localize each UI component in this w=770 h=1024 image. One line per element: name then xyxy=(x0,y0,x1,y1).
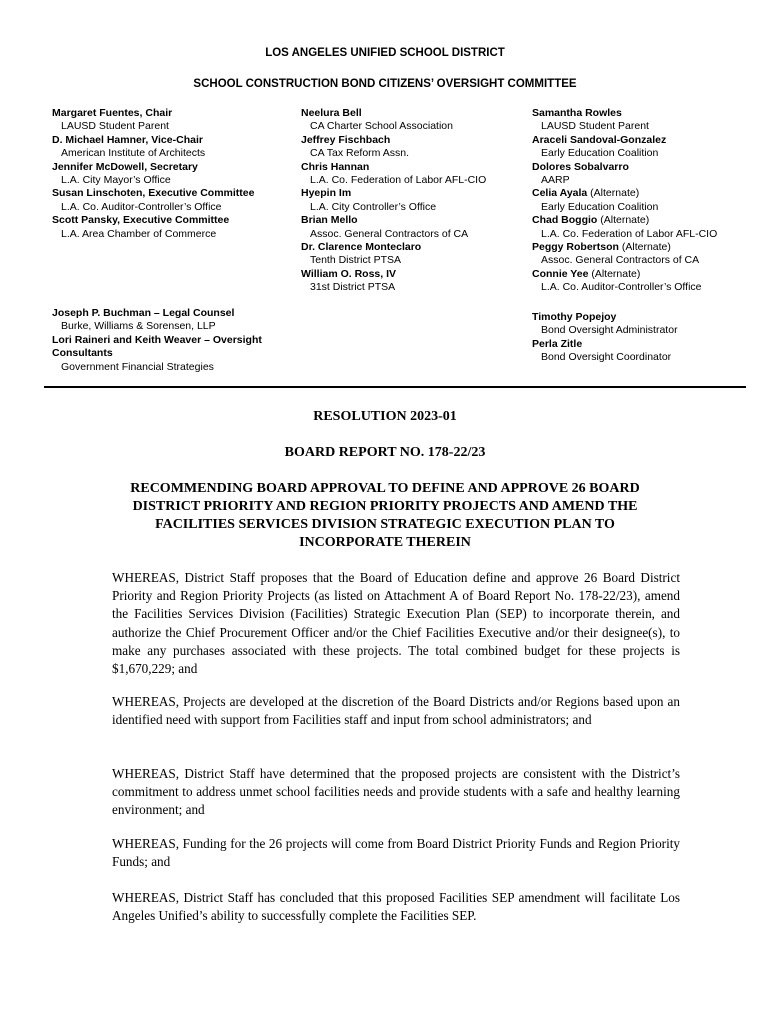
member-entry xyxy=(301,268,526,295)
member-name: Connie Yee xyxy=(532,267,589,280)
member-name: D. Michael Hamner, Vice-Chair xyxy=(52,133,203,146)
staff-name: Lori Raineri and Keith Weaver – Oversight Consultants xyxy=(52,333,262,360)
member-entry xyxy=(301,161,526,188)
member-affiliation: AARP xyxy=(541,174,570,187)
member-entry xyxy=(532,241,764,268)
member-affiliation: Early Education Coalition xyxy=(541,147,659,160)
staff-column-right xyxy=(532,311,764,365)
member-entry xyxy=(532,107,764,134)
staff-affiliation: Burke, Williams & Sorensen, LLP xyxy=(61,320,216,333)
member-name: Neelura Bell xyxy=(301,107,362,119)
member-entry xyxy=(532,161,764,188)
member-name: William O. Ross, IV xyxy=(301,267,397,280)
staff-affiliation: Bond Oversight Administrator xyxy=(541,324,678,337)
member-entry xyxy=(532,214,764,241)
member-affiliation: L.A. Co. Auditor-Controller’s Office xyxy=(61,200,222,213)
whereas-paragraph: WHEREAS, District Staff have determined that the proposed projects are consistent with the District’s commitment to address unmet school facilities needs and provide students with a safe and healthy learning environment; and xyxy=(112,766,680,818)
member-affiliation: L.A. City Mayor’s Office xyxy=(61,174,171,187)
member-name: Jeffrey Fischbach xyxy=(301,133,391,146)
member-name: Jennifer McDowell, Secretary xyxy=(52,160,198,173)
member-name: Celia Ayala xyxy=(532,187,588,200)
member-affiliation: L.A. Co. Federation of Labor AFL-CIO xyxy=(541,227,718,240)
staff-entry xyxy=(532,311,764,338)
member-name: Susan Linschoten, Executive Committee xyxy=(52,187,255,200)
staff-entry xyxy=(52,307,292,334)
board-report-number: BOARD REPORT NO. 178-22/23 xyxy=(284,445,486,460)
member-affiliation: LAUSD Student Parent xyxy=(541,120,649,133)
member-affiliation: L.A. City Controller’s Office xyxy=(310,200,437,213)
member-affiliation: Tenth District PTSA xyxy=(310,254,402,267)
alternate-label: (Alternate) xyxy=(597,214,650,227)
whereas-paragraph: WHEREAS, District Staff has concluded that this proposed Facilities SEP amendment will facilitate Los Angeles Unified’s ability to successfully complete the Facilities SEP. xyxy=(112,890,680,924)
staff-affiliation: Bond Oversight Coordinator xyxy=(541,351,672,364)
member-name: Samantha Rowles xyxy=(532,107,622,119)
member-name: Dr. Clarence Monteclaro xyxy=(301,241,422,254)
staff-column-left xyxy=(52,307,292,374)
member-entry xyxy=(52,187,292,214)
member-name: Margaret Fuentes, Chair xyxy=(52,107,173,119)
member-affiliation: Assoc. General Contractors of CA xyxy=(310,227,469,240)
member-entry xyxy=(52,107,292,134)
member-affiliation: American Institute of Architects xyxy=(61,147,206,160)
member-affiliation: L.A. Area Chamber of Commerce xyxy=(61,227,217,240)
member-entry xyxy=(52,214,292,241)
district-title: LOS ANGELES UNIFIED SCHOOL DISTRICT xyxy=(265,47,505,59)
member-affiliation: Early Education Coalition xyxy=(541,200,659,213)
member-name: Chris Hannan xyxy=(301,160,370,173)
staff-name: Timothy Popejoy xyxy=(532,311,617,323)
resolution-title: RECOMMENDING BOARD APPROVAL TO DEFINE AND APPROVE 26 BOARD DISTRICT PRIORITY AND REGION PRIORITY PROJECTS AND AMEND THE FACILITIES SERVICES DIVISION STRATEGIC EXECUTION PLAN TO INCORPORATE THEREIN xyxy=(130,481,640,550)
member-entry xyxy=(532,268,764,295)
members-column-2 xyxy=(301,107,526,295)
member-affiliation: CA Tax Reform Assn. xyxy=(310,147,410,160)
member-name: Chad Boggio xyxy=(532,214,598,227)
member-affiliation: CA Charter School Association xyxy=(310,120,453,133)
member-entry xyxy=(52,134,292,161)
staff-name: Joseph P. Buchman – Legal Counsel xyxy=(52,307,235,319)
member-affiliation: Assoc. General Contractors of CA xyxy=(541,254,700,267)
member-entry xyxy=(52,161,292,188)
resolution-number: RESOLUTION 2023-01 xyxy=(313,409,457,424)
alternate-label: (Alternate) xyxy=(618,241,671,254)
committee-title: SCHOOL CONSTRUCTION BOND CITIZENS’ OVERSIGHT COMMITTEE xyxy=(193,78,577,90)
member-name: Brian Mello xyxy=(301,214,358,227)
member-entry xyxy=(532,187,764,214)
member-entry xyxy=(301,241,526,268)
whereas-paragraph: WHEREAS, District Staff proposes that the Board of Education define and approve 26 Board District Priority and Region Priority Projects (as listed on Attachment A of Board Report No. 178-22/23), amend the Facilities Services Division (Facilities) Strategic Execution Plan (SEP) to incorporate therein, and authorize the Chief Procurement Officer and/or the Chief Facilities Executive and/or their designee(s), to make any purchases associated with these projects. The total combined budget for these projects is $1,670,229; and xyxy=(112,570,680,677)
member-entry xyxy=(301,134,526,161)
whereas-paragraph: WHEREAS, Funding for the 26 projects will come from Board District Priority Funds and Region Priority Funds; and xyxy=(112,836,680,870)
member-affiliation: L.A. Co. Auditor-Controller’s Office xyxy=(541,281,702,294)
member-name: Dolores Sobalvarro xyxy=(532,160,629,173)
members-column-3 xyxy=(532,107,764,295)
alternate-label: (Alternate) xyxy=(587,187,640,200)
member-affiliation: 31st District PTSA xyxy=(310,281,396,294)
member-name: Scott Pansky, Executive Committee xyxy=(52,214,230,227)
staff-entry xyxy=(532,338,764,365)
staff-affiliation: Government Financial Strategies xyxy=(61,360,214,373)
staff-entry xyxy=(52,334,292,374)
member-name: Hyepin Im xyxy=(301,187,352,200)
header-divider xyxy=(44,386,746,388)
staff-name: Perla Zitle xyxy=(532,337,583,350)
alternate-label: (Alternate) xyxy=(588,267,641,280)
member-entry xyxy=(301,107,526,134)
member-entry xyxy=(301,187,526,214)
members-column-1 xyxy=(52,107,292,241)
member-affiliation: L.A. Co. Federation of Labor AFL-CIO xyxy=(310,174,487,187)
member-entry xyxy=(301,214,526,241)
member-affiliation: LAUSD Student Parent xyxy=(61,120,169,133)
member-name: Araceli Sandoval-Gonzalez xyxy=(532,133,667,146)
member-entry xyxy=(532,134,764,161)
member-name: Peggy Robertson xyxy=(532,241,619,254)
whereas-paragraph: WHEREAS, Projects are developed at the discretion of the Board Districts and/or Regions based upon an identified need with support from Facilities staff and input from school administrators; and xyxy=(112,694,680,728)
